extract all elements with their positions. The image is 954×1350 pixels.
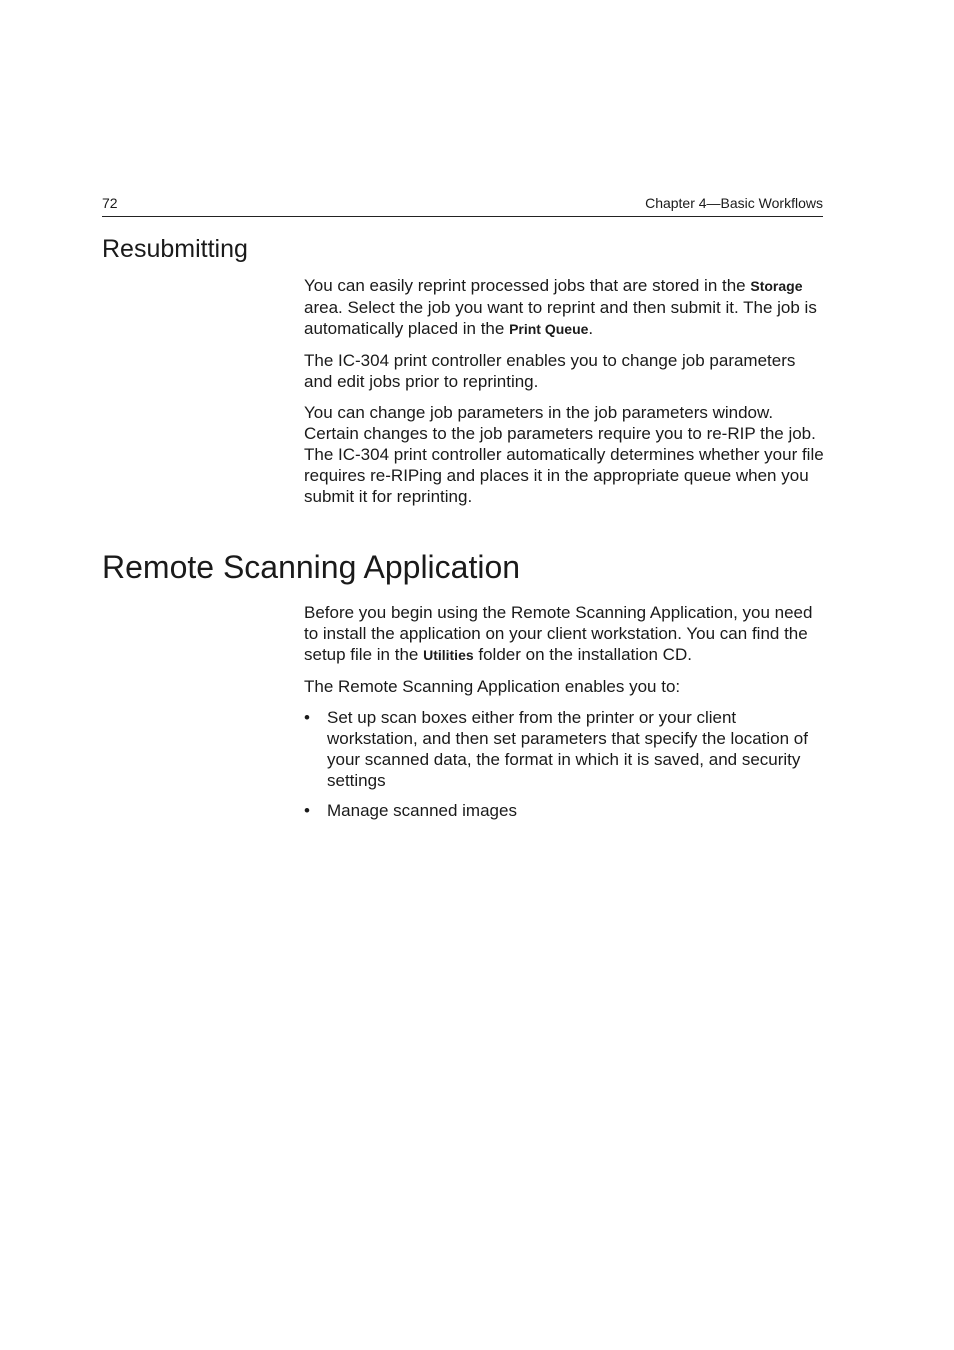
paragraph: The IC-304 print controller enables you to change job parameters and edit jobs prior to reprinting. xyxy=(304,351,796,391)
section-heading-resubmitting: Resubmitting xyxy=(102,235,248,263)
paragraph: You can change job parameters in the job parameters window. Certain changes to the job parameters require you to re-RIP the job. The IC-304 print controller automatically determines whether your file requires re-RIPing and places it in the appropriate queue when you submit it for reprinting. xyxy=(304,403,824,506)
text: . xyxy=(588,319,594,338)
section-heading-remote-scanning: Remote Scanning Application xyxy=(102,549,521,585)
text: You can easily reprint processed jobs that are stored in the xyxy=(304,276,751,295)
text: Before you begin using the Remote Scanning Application, you need to install the application on your client workstation. You can find the setup file in the xyxy=(304,603,813,664)
list-item xyxy=(304,707,826,791)
page-number: 72 xyxy=(102,195,118,211)
feature-list xyxy=(304,707,826,821)
ui-term-print-queue: Print Queue xyxy=(509,321,589,337)
bullet-icon: • xyxy=(304,801,310,820)
bullet-icon: • xyxy=(304,708,310,727)
remote-scanning-body xyxy=(304,602,826,830)
resubmitting-body xyxy=(304,275,826,517)
list-item-text: Set up scan boxes either from the printer or your client workstation, and then set parameters that specify the location of your scanned data, the format in which it is saved, and security settings xyxy=(327,708,808,790)
ui-term-utilities: Utilities xyxy=(423,647,474,663)
paragraph: The Remote Scanning Application enables you to: xyxy=(304,677,681,696)
list-item-text: Manage scanned images xyxy=(327,801,517,820)
text: area. Select the job you want to reprint and then submit it. The job is automatically placed in the xyxy=(304,298,817,338)
list-item xyxy=(304,800,826,821)
paragraph xyxy=(304,602,826,666)
text: folder on the installation CD. xyxy=(473,645,692,664)
ui-term-storage: Storage xyxy=(750,278,803,294)
chapter-title: Chapter 4—Basic Workflows xyxy=(645,195,823,211)
paragraph xyxy=(304,275,826,340)
running-header xyxy=(102,193,823,217)
